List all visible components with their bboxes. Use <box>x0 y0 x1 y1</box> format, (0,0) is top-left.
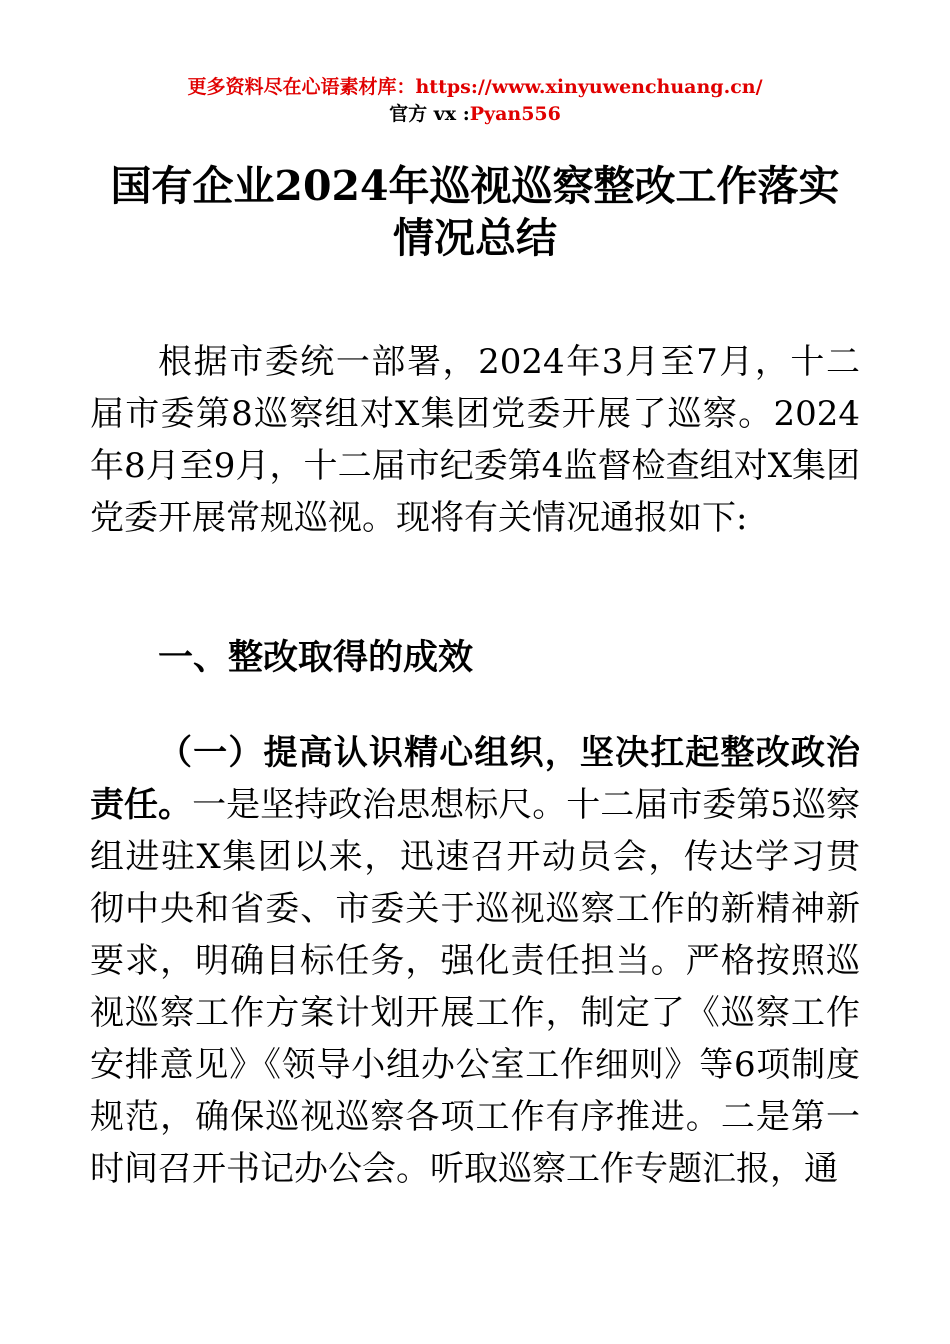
section-heading: 一、整改取得的成效 <box>158 638 474 678</box>
subsection-body: 一是坚持政治思想标尺。十二届市委第5巡察组进驻X集团以来，迅速召开动员会，传达学习贯彻中央和省委、市委关于巡视巡察工作的新精神新要求，明确目标任务，强化责任担当。严格按照巡视巡察工作方案计划开展工作，制定了《巡察工作安排意见》《领导小组办公室工作细则》等6项制度规范，确保巡视巡察各项工作有序推进。二是第一时间召开书记办公会。听取巡察工作专题汇报，通 <box>90 785 861 1189</box>
wechat-label: 官方 vx : <box>389 103 470 125</box>
subsection-paragraph <box>90 727 860 1195</box>
intro-paragraph: 根据市委统一部署，2024年3月至7月，十二届市委第8巡察组对X集团党委开展了巡察。2024年8月至9月，十二届市纪委第4监督检查组对X集团党委开展常规巡视。现将有关情况通报如下: <box>90 342 860 538</box>
wechat-id: Pyan556 <box>469 103 561 125</box>
promo-url-link[interactable]: https://www.xinyuwenchuang.cn/ <box>415 76 763 98</box>
promo-text: 更多资料尽在心语素材库： <box>187 76 416 98</box>
subsection-lead: （一）提高认识精心组织，坚决扛起整改政治责任。 <box>90 733 860 825</box>
promo-header-line2 <box>0 99 950 126</box>
promo-header-line1 <box>0 72 950 99</box>
document-title: 国有企业2024年巡视巡察整改工作落实情况总结 <box>110 162 840 262</box>
